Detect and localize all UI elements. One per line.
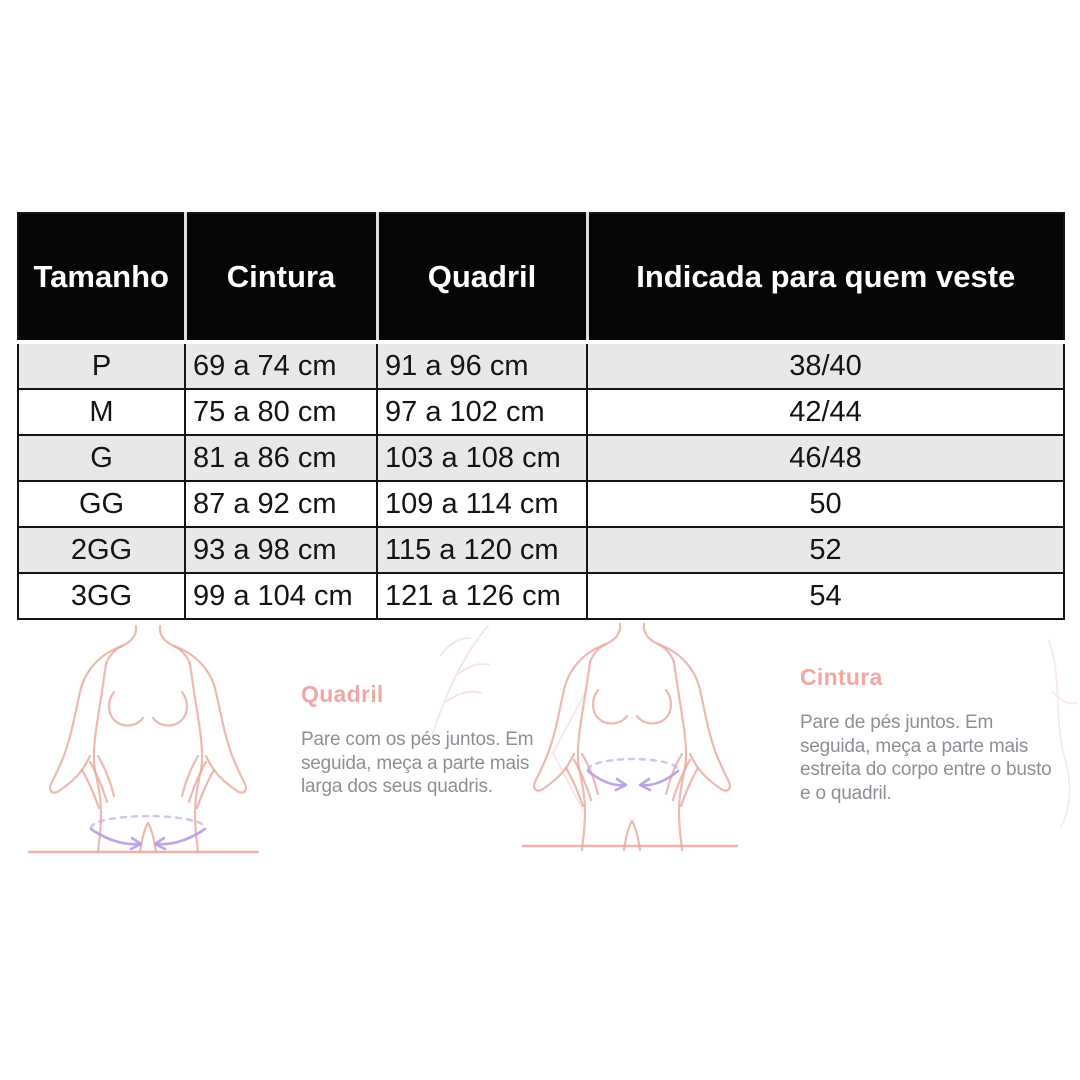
hip-measurement-figure [28, 620, 268, 855]
cell-tamanho: 3GG [18, 573, 185, 619]
waist-measurement-figure [512, 618, 752, 853]
column-header-cintura: Cintura [185, 213, 377, 342]
cell-quadril: 109 a 114 cm [377, 481, 587, 527]
cell-cintura: 69 a 74 cm [185, 342, 377, 389]
column-header-indicada: Indicada para quem veste [587, 213, 1064, 342]
measuring-tape-icon [588, 759, 678, 790]
cell-tamanho: GG [18, 481, 185, 527]
cintura-guide-text-line: e o quadril. [800, 782, 892, 804]
cell-cintura: 87 a 92 cm [185, 481, 377, 527]
cell-indicada: 38/40 [587, 342, 1064, 389]
cintura-guide-text-line: estreita do corpo entre o busto [800, 759, 1052, 780]
quadril-guide-title: Quadril [301, 681, 384, 707]
cell-indicada: 42/44 [587, 389, 1064, 435]
body-outline-back-view [534, 624, 730, 850]
cintura-guide [800, 664, 1080, 805]
cell-quadril: 121 a 126 cm [377, 573, 587, 619]
cell-cintura: 75 a 80 cm [185, 389, 377, 435]
cintura-guide-title: Cintura [800, 664, 883, 690]
cell-cintura: 99 a 104 cm [185, 573, 377, 619]
cell-quadril: 103 a 108 cm [377, 435, 587, 481]
cell-indicada: 52 [587, 527, 1064, 573]
cell-cintura: 93 a 98 cm [185, 527, 377, 573]
quadril-guide-text-line: seguida, meça a parte mais [301, 752, 530, 774]
cintura-guide-text-line: Pare de pés juntos. Em [800, 712, 994, 733]
cell-tamanho: P [18, 342, 185, 389]
cell-quadril: 97 a 102 cm [377, 389, 587, 435]
cell-indicada: 54 [587, 573, 1064, 619]
cell-tamanho: 2GG [18, 527, 185, 573]
quadril-guide-text-line: larga dos seus quadris. [301, 776, 493, 797]
cell-tamanho: M [18, 389, 185, 435]
column-header-tamanho: Tamanho [18, 213, 185, 342]
cell-indicada: 46/48 [587, 435, 1064, 481]
cell-quadril: 115 a 120 cm [377, 527, 587, 573]
cell-tamanho: G [18, 435, 185, 481]
quadril-guide-text-line: Pare com os pés juntos. Em [301, 729, 534, 750]
column-header-quadril: Quadril [377, 213, 587, 342]
cell-indicada: 50 [587, 481, 1064, 527]
body-outline-back-view [50, 626, 246, 852]
cintura-guide-text-line: seguida, meça a parte mais [800, 735, 1029, 757]
cell-quadril: 91 a 96 cm [377, 342, 587, 389]
measuring-tape-icon [91, 816, 205, 849]
cell-cintura: 81 a 86 cm [185, 435, 377, 481]
